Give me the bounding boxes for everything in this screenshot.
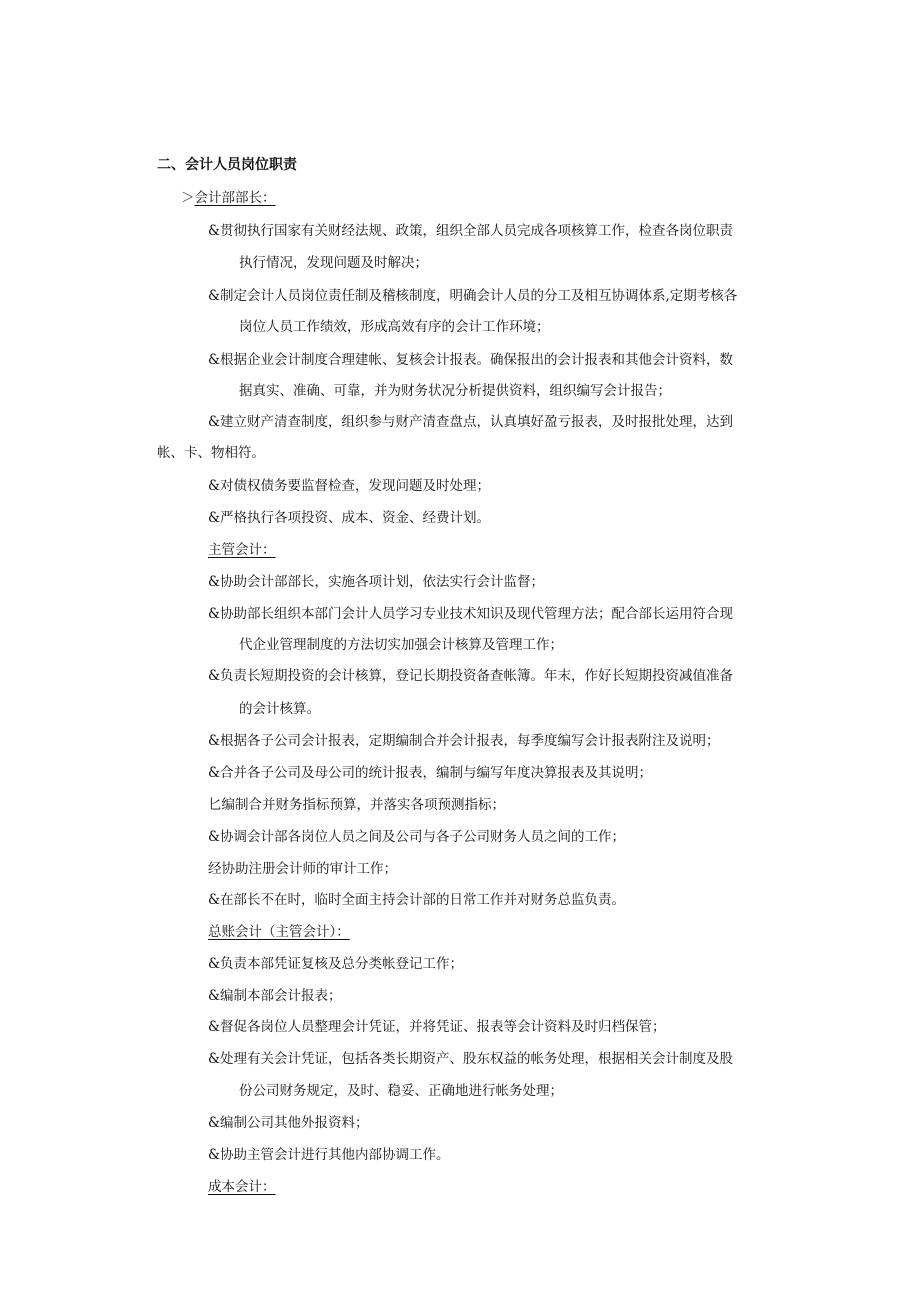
paragraph-line: 帐、卡、物相符。 [157, 445, 265, 461]
paragraph-line: &协调会计部各岗位人员之间及公司与各子公司财务人员之间的工作； [208, 829, 626, 845]
paragraph-line: &根据各子公司会计报表，定期编制合并会计报表，每季度编写会计报表附注及说明； [208, 733, 720, 749]
paragraph-line: &协助部长组织本部门会计人员学习专业技术知识及现代管理方法；配合部长运用符合现 [208, 606, 734, 622]
section-title: 二、会计人员岗位职责 [157, 157, 297, 173]
paragraph-line: &在部长不在时，临时全面主持会计部的日常工作并对财务总监负责。 [208, 892, 626, 908]
paragraph-line: 岗位人员工作绩效，形成高效有序的会计工作环境； [239, 319, 550, 335]
heading-marker: ＞ [181, 190, 195, 206]
paragraph-line: &贯彻执行国家有关财经法规、政策，组织全部人员完成各项核算工作，检查各岗位职责 [208, 223, 734, 239]
dept-head-heading [181, 189, 276, 207]
paragraph-line: &编制公司其他外报资料； [208, 1115, 369, 1131]
paragraph-line: 经协助注册会计师的审计工作； [208, 861, 397, 877]
paragraph-line: &督促各岗位人员整理会计凭证，并将凭证、报表等会计资料及时归档保管； [208, 1019, 666, 1035]
paragraph-line: &协助会计部部长，实施各项计划，依法实行会计监督； [208, 574, 545, 590]
dept-head-heading-text: 会计部部长： [194, 190, 276, 206]
paragraph-line: &处理有关会计凭证，包括各类长期资产、股东权益的帐务处理，根据相关会计制度及股 [208, 1051, 734, 1067]
paragraph-line: 代企业管理制度的方法切实加强会计核算及管理工作； [239, 637, 563, 653]
paragraph-line: 的会计核算。 [239, 701, 320, 717]
chief-accountant-heading: 主管会计： [208, 542, 276, 558]
paragraph-line: 份公司财务规定，及时、稳妥、正确地进行帐务处理； [239, 1083, 563, 1099]
paragraph-line: &负责本部凭证复核及总分类帐登记工作； [208, 956, 464, 972]
paragraph-line: &负责长短期投资的会计核算，登记长期投资备查帐簿。年末，作好长短期投资减值准备 [208, 668, 734, 684]
paragraph-line: &建立财产清查制度，组织参与财产清查盘点，认真填好盈亏报表，及时报批处理，达到 [208, 414, 734, 430]
paragraph-line: &制定会计人员岗位责任制及稽核制度，明确会计人员的分工及相互协调体系,定期考核各 [208, 288, 738, 304]
paragraph-line: &严格执行各项投资、成本、资金、经费计划。 [208, 510, 491, 526]
paragraph-line: &根据企业会计制度合理建帐、复核会计报表。确保报出的会计报表和其他会计资料，数 [208, 352, 734, 368]
paragraph-line: &协助主管会计进行其他内部协调工作。 [208, 1147, 450, 1163]
general-ledger-heading: 总账会计（主管会计）： [208, 924, 350, 940]
paragraph-line: 据真实、准确、可靠，并为财务状况分析提供资料，组织编写会计报告； [239, 383, 671, 399]
paragraph-line: &对债权债务要监督检查，发现问题及时处理； [208, 478, 491, 494]
cost-accountant-heading: 成本会计： [208, 1179, 276, 1195]
paragraph-line: &编制本部会计报表； [208, 988, 342, 1004]
paragraph-line: 执行情况，发现问题及时解决； [239, 255, 428, 271]
paragraph-line: 匕编制合并财务指标预算，并落实各项预测指标； [208, 797, 505, 813]
paragraph-line: &合并各子公司及母公司的统计报表，编制与编写年度决算报表及其说明； [208, 765, 653, 781]
